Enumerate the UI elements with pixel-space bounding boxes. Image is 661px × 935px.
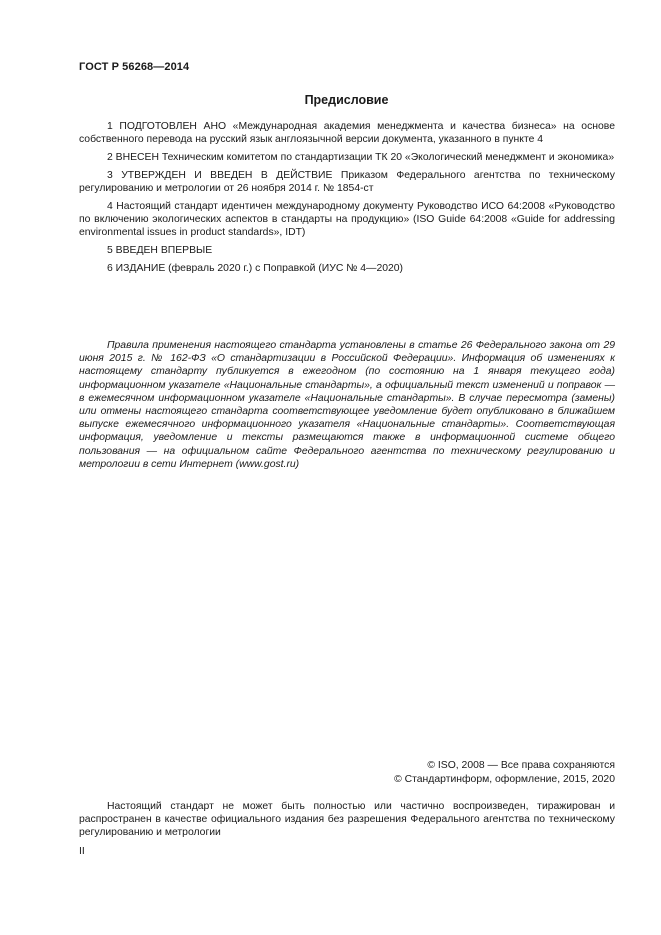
copyright-block	[215, 759, 615, 786]
foreword-item-2: 2 ВНЕСЕН Техническим комитетом по стандартизации ТК 20 «Экологический менеджмент и экономика»	[107, 152, 615, 163]
foreword-item-1: 1 ПОДГОТОВЛЕН АНО «Международная академия менеджмента и качества бизнеса» на основе собственного перевода на русский язык англоязычной версии документа, указанного в пункте 4	[79, 121, 615, 145]
foreword-title: Предисловие	[304, 93, 389, 107]
foreword-item-4: 4 Настоящий стандарт идентичен международному документу Руководство ИСО 64:2008 «Руководство по включению экологических аспектов в стандарты на продукцию» (ISO Guide 64:2008 «Guide for addressing environmental issues in product standards», IDT)	[79, 201, 615, 238]
application-rules-note: Правила применения настоящего стандарта установлены в статье 26 Федерального закона от 29 июня 2015 г. № 162-ФЗ «О стандартизации в Российской Федерации». Информация об изменениях к настоящему стандарту публикуется в ежегодном (по состоянию на 1 января текущего года) информационном указателе «Национальные стандарты», а официальный текст изменений и поправок — в ежемесячном информационном указателе «Национальные стандарты». В случае пересмотра (замены) или отмены настоящего стандарта соответствующее уведомление будет опубликовано в ближайшем выпуске ежемесячного информационного указателя «Национальные стандарты». Соответствующая информация, уведомление и тексты размещаются также в информационной системе общего пользования — на официальном сайте Федерального агентства по техническому регулированию и метрологии в сети Интернет (www.gost.ru)	[79, 340, 615, 470]
foreword-item-5: 5 ВВЕДЕН ВПЕРВЫЕ	[107, 245, 213, 256]
copyright-standartinform: © Стандартинформ, оформление, 2015, 2020	[394, 773, 615, 785]
foreword-item-3: 3 УТВЕРЖДЕН И ВВЕДЕН В ДЕЙСТВИЕ Приказом Федерального агентства по техническому регулированию и метрологии от 26 ноября 2014 г. № 1854-ст	[79, 170, 615, 194]
foreword-item-6: 6 ИЗДАНИЕ (февраль 2020 г.) с Поправкой (ИУС № 4—2020)	[107, 263, 404, 274]
document-number: ГОСТ Р 56268—2014	[79, 61, 190, 73]
foreword-items	[79, 120, 615, 280]
reproduction-notice: Настоящий стандарт не может быть полностью или частично воспроизведен, тиражирован и распространен в качестве официального издания без разрешения Федерального агентства по техническому регулированию и метрологии	[79, 801, 615, 838]
copyright-iso: © ISO, 2008 — Все права сохраняются	[427, 760, 615, 771]
page-number: II	[79, 846, 85, 857]
